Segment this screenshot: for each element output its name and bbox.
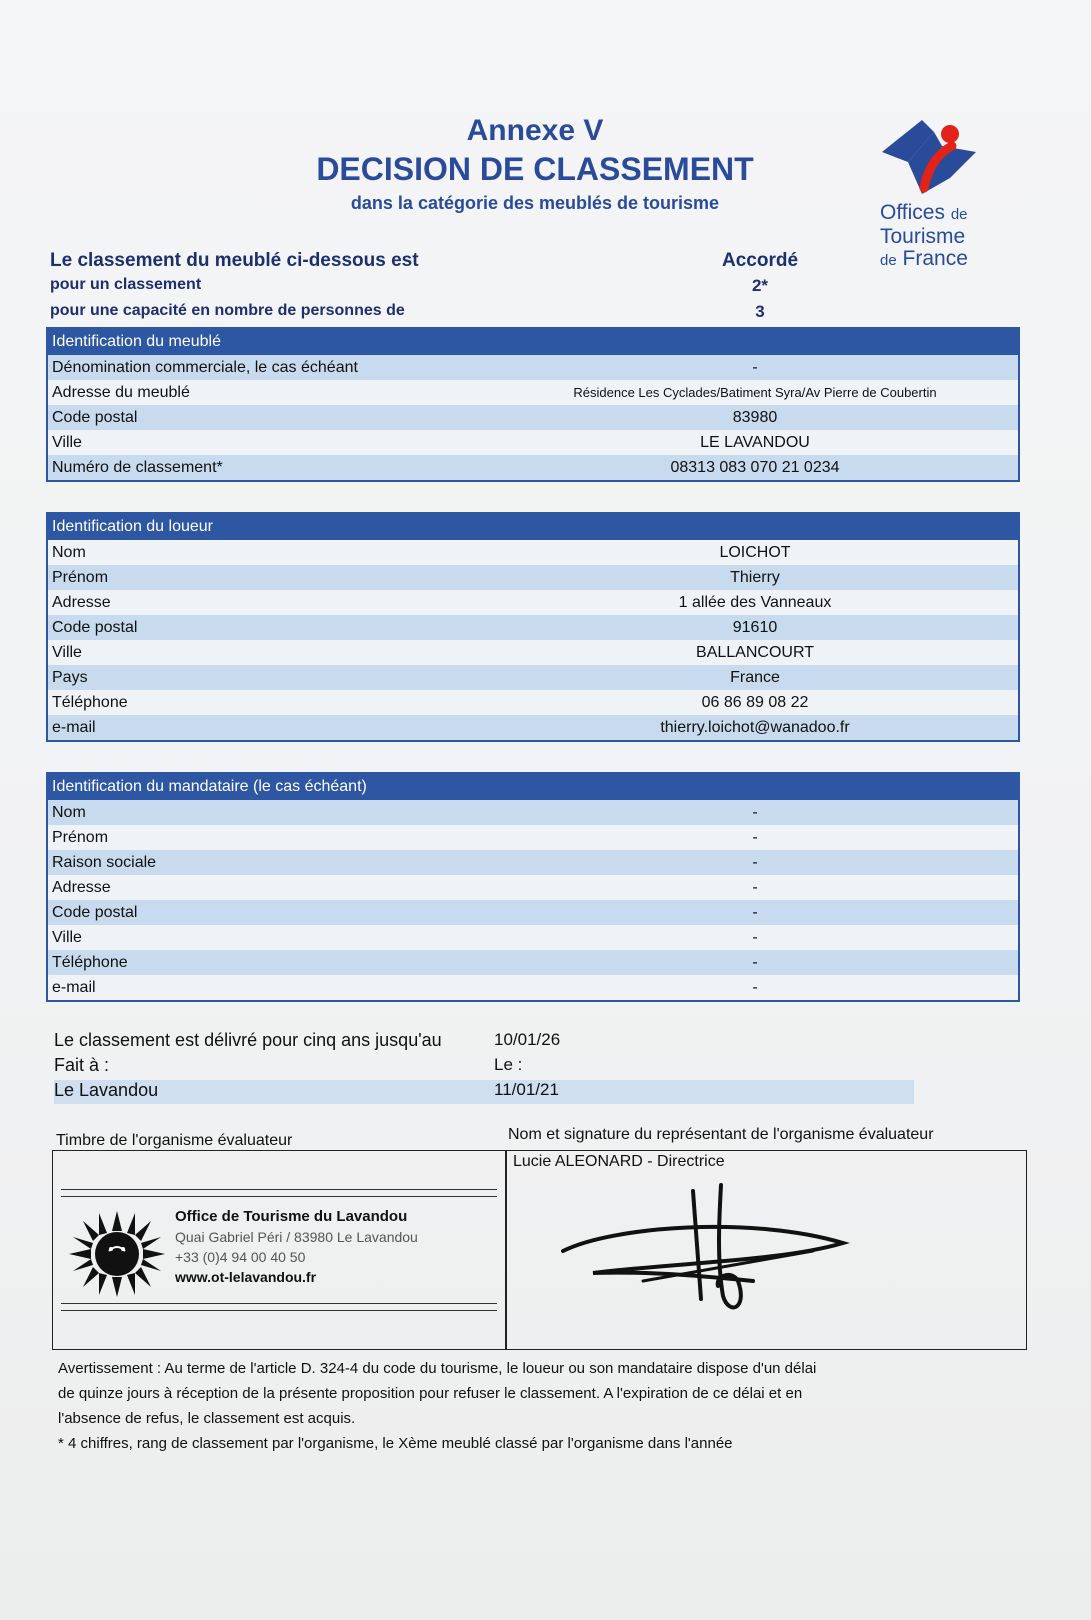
row-label: Adresse <box>52 594 111 611</box>
table-row <box>48 975 1018 1000</box>
meuble-table-header: Identification du meublé <box>48 329 1018 355</box>
row-label: e-mail <box>52 979 96 996</box>
row-label: Ville <box>52 644 82 661</box>
row-label: Nom <box>52 544 86 561</box>
classement-value: 2* <box>751 276 769 295</box>
table-row <box>48 455 1018 480</box>
table-row <box>48 925 1018 950</box>
stamp-rule-top <box>61 1189 497 1197</box>
loueur-table-header: Identification du loueur <box>48 514 1018 540</box>
table-row <box>48 950 1018 975</box>
warning-line-1: Avertissement : Au terme de l'article D. 324-4 du code du tourisme, le loueur ou son mandataire dispose d'un délai <box>58 1360 817 1377</box>
stamp-rule-bottom <box>61 1303 497 1311</box>
status-value: Accordé <box>721 250 799 271</box>
capacity-label: pour une capacité en nombre de personnes de <box>50 302 405 319</box>
capacity-value: 3 <box>755 302 765 321</box>
logo-word-de2: de <box>880 252 897 269</box>
classement-summary <box>50 250 990 328</box>
row-label: Raison sociale <box>52 854 157 871</box>
fait-label: Fait à : <box>54 1055 110 1075</box>
annex-title: Annexe V <box>466 114 604 147</box>
logo-word-tourisme: Tourisme <box>880 225 966 248</box>
box-divider <box>505 1151 507 1349</box>
stamp-address: Quai Gabriel Péri / 83980 Le Lavandou <box>175 1229 418 1245</box>
row-label: Téléphone <box>52 694 128 711</box>
table-row <box>48 405 1018 430</box>
row-value: - <box>752 954 758 971</box>
row-value: - <box>752 979 758 996</box>
row-value: France <box>730 669 780 686</box>
table-row <box>48 800 1018 825</box>
table-row <box>48 690 1018 715</box>
row-value: - <box>752 829 758 846</box>
row-label: Code postal <box>52 409 138 426</box>
title-block <box>250 112 820 216</box>
sun-stamp-icon <box>69 1211 165 1297</box>
row-value: 08313 083 070 21 0234 <box>670 459 840 476</box>
row-label: Adresse <box>52 879 111 896</box>
row-value: - <box>752 854 758 871</box>
row-value: LOICHOT <box>719 544 791 561</box>
row-label: Numéro de classement* <box>52 459 223 476</box>
meuble-table <box>46 327 1020 482</box>
validity-block <box>54 1030 954 1105</box>
row-label: Code postal <box>52 619 138 636</box>
row-value: - <box>752 879 758 896</box>
row-value: - <box>752 929 758 946</box>
row-value: Thierry <box>730 569 780 586</box>
row-label: Prénom <box>52 829 109 846</box>
mandataire-table-header: Identification du mandataire (le cas échéant) <box>48 774 1018 800</box>
table-row <box>48 540 1018 565</box>
stamp-text <box>175 1207 418 1287</box>
status-label: Le classement du meublé ci-dessous est <box>50 250 419 271</box>
row-value: Résidence Les Cyclades/Batiment Syra/Av Pierre de Coubertin <box>573 385 937 400</box>
mandataire-table <box>46 772 1020 1002</box>
stamp-name: Office de Tourisme du Lavandou <box>175 1208 408 1225</box>
logo-mark-icon <box>880 116 980 200</box>
table-row <box>48 590 1018 615</box>
signature-caption: Nom et signature du représentant de l'organisme évaluateur <box>508 1126 934 1143</box>
row-label: Téléphone <box>52 954 128 971</box>
classement-label: pour un classement <box>50 276 202 293</box>
row-label: Prénom <box>52 569 109 586</box>
table-row <box>48 380 1018 405</box>
warning-text <box>58 1356 958 1456</box>
table-row <box>48 715 1018 740</box>
table-row <box>48 430 1018 455</box>
row-value: thierry.loichot@wanadoo.fr <box>660 719 850 736</box>
row-value: 91610 <box>732 619 778 636</box>
stamp-signature-box <box>52 1150 1027 1350</box>
row-value: 83980 <box>732 409 778 426</box>
place-value: Le Lavandou <box>54 1080 159 1100</box>
stamp-phone: +33 (0)4 94 00 40 50 <box>175 1249 306 1265</box>
loueur-table <box>46 512 1020 742</box>
table-row <box>48 355 1018 380</box>
row-value: 1 allée des Vanneaux <box>678 594 832 611</box>
logo-word-de: de <box>950 206 968 223</box>
validity-until: 10/01/26 <box>494 1030 561 1049</box>
row-label: Code postal <box>52 904 138 921</box>
row-label: Dénomination commerciale, le cas échéant <box>52 359 358 376</box>
row-label: Nom <box>52 804 86 821</box>
table-row <box>48 565 1018 590</box>
table-row <box>48 615 1018 640</box>
row-value: BALLANCOURT <box>696 644 814 661</box>
row-label: Ville <box>52 929 82 946</box>
row-value: LE LAVANDOU <box>700 434 810 451</box>
validity-label: Le classement est délivré pour cinq ans jusqu'au <box>54 1030 442 1050</box>
signatory-name: Lucie ALEONARD - Directrice <box>513 1153 725 1170</box>
date-value: 11/01/21 <box>494 1080 559 1099</box>
le-label: Le : <box>494 1055 523 1074</box>
decision-subtitle: dans la catégorie des meublés de tourisme <box>350 193 720 213</box>
row-value: - <box>752 804 758 821</box>
table-row <box>48 665 1018 690</box>
row-value: - <box>752 904 758 921</box>
table-row <box>48 825 1018 850</box>
table-row <box>48 875 1018 900</box>
warning-line-2: de quinze jours à réception de la présente proposition pour refuser le classement. A l'expiration de ce délai et en <box>58 1385 803 1402</box>
stamp-caption: Timbre de l'organisme évaluateur <box>56 1132 293 1149</box>
row-label: Pays <box>52 669 88 686</box>
warning-line-3: l'absence de refus, le classement est acquis. <box>58 1410 356 1427</box>
stamp-website: www.ot-lelavandou.fr <box>175 1269 317 1285</box>
table-row <box>48 900 1018 925</box>
table-row <box>48 640 1018 665</box>
footnote: * 4 chiffres, rang de classement par l'organisme, le Xème meublé classé par l'organisme dans l'année <box>58 1435 733 1452</box>
row-label: Adresse du meublé <box>52 384 190 401</box>
row-label: Ville <box>52 434 82 451</box>
decision-title: DECISION DE CLASSEMENT <box>316 151 754 187</box>
table-row <box>48 850 1018 875</box>
row-value: - <box>752 359 758 376</box>
row-value: 06 86 89 08 22 <box>701 694 809 711</box>
row-label: e-mail <box>52 719 96 736</box>
logo-word-france: France <box>902 247 968 270</box>
logo-word-offices: Offices <box>880 201 945 224</box>
handwritten-signature <box>553 1181 853 1321</box>
